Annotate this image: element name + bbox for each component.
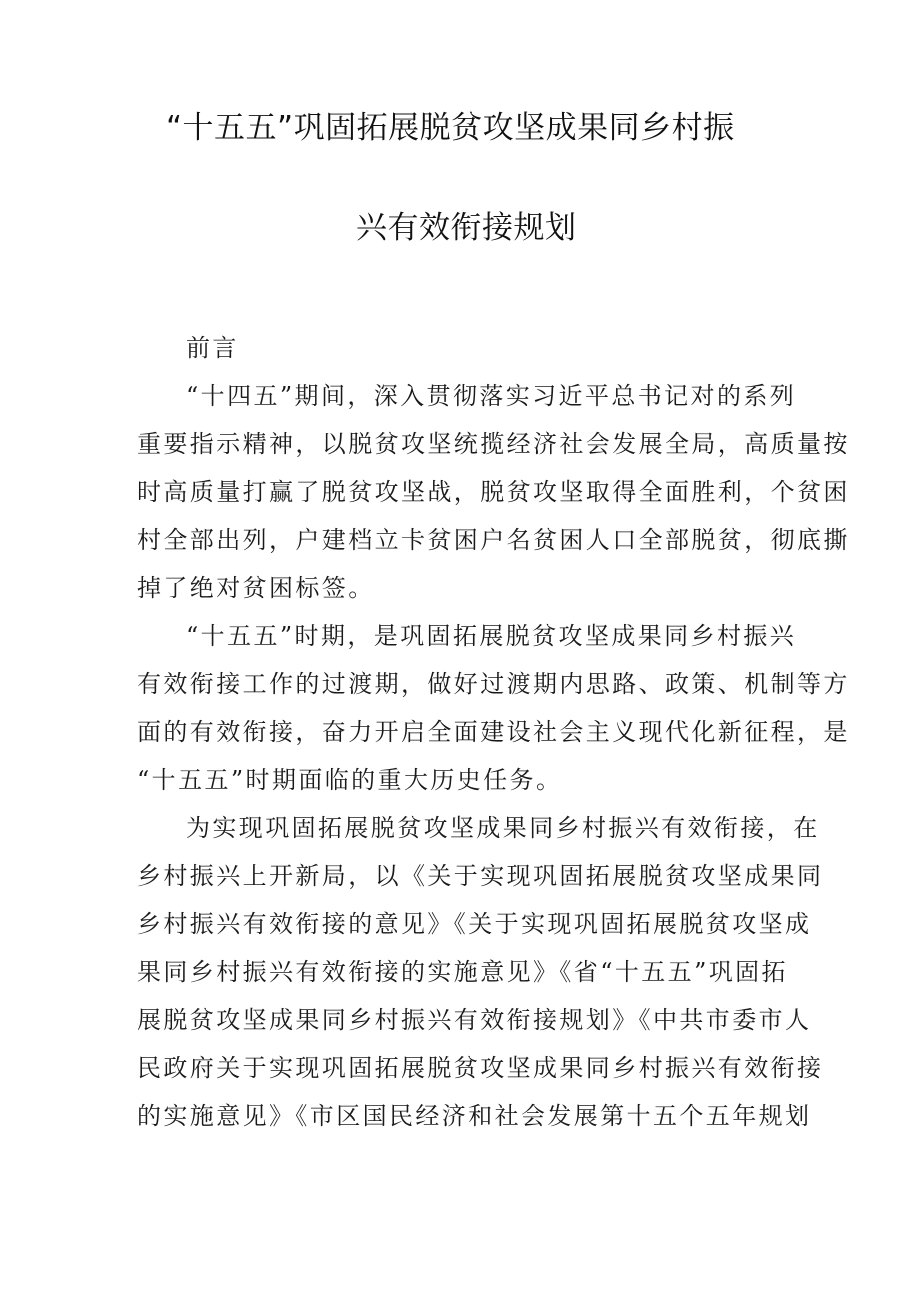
paragraph-line: 重要指示精神，以脱贫攻坚统揽经济社会发展全局，高质量按 — [137, 430, 850, 458]
paragraph-line: “十四五”期间，深入贯彻落实习近平总书记对的系列 — [186, 382, 797, 410]
paragraph-line: 果同乡村振兴有效衔接的实施意见》《省“十五五”巩固拓 — [137, 958, 788, 986]
paragraph-line: 面的有效衔接，奋力开启全面建设社会主义现代化新征程，是 — [137, 718, 850, 746]
paragraph-line: 村全部出列，户建档立卡贫困户名贫困人口全部脱贫，彻底撕 — [137, 526, 850, 554]
paragraph-line: 展脱贫攻坚成果同乡村振兴有效衔接规划》《中共市委市人 — [137, 1006, 812, 1034]
paragraph-line: 有效衔接工作的过渡期，做好过渡期内思路、政策、机制等方 — [137, 670, 850, 698]
paragraph-line: 乡村振兴有效衔接的意见》《关于实现巩固拓展脱贫攻坚成 — [137, 910, 812, 938]
paragraph-line: 为实现巩固拓展脱贫攻坚成果同乡村振兴有效衔接，在 — [186, 814, 820, 842]
paragraph-line: 民政府关于实现巩固拓展脱贫攻坚成果同乡村振兴有效衔接 — [137, 1054, 824, 1082]
paragraph-line: “十五五”时期面临的重大历史任务。 — [137, 766, 563, 794]
document-title-line-2: 兴有效衔接规划 — [356, 210, 577, 246]
document-title-line-1: “十五五”巩固拓展脱贫攻坚成果同乡村振 — [166, 110, 735, 146]
section-heading: 前言 — [186, 334, 239, 362]
paragraph-line: 的实施意见》《市区国民经济和社会发展第十五个五年规划 — [137, 1102, 812, 1130]
paragraph-line: “十五五”时期，是巩固拓展脱贫攻坚成果同乡村振兴 — [186, 622, 797, 650]
paragraph-line: 掉了绝对贫困标签。 — [137, 574, 375, 602]
paragraph-line: 乡村振兴上开新局，以《关于实现巩固拓展脱贫攻坚成果同 — [137, 862, 824, 890]
paragraph-line: 时高质量打赢了脱贫攻坚战，脱贫攻坚取得全面胜利，个贫困 — [137, 478, 850, 506]
